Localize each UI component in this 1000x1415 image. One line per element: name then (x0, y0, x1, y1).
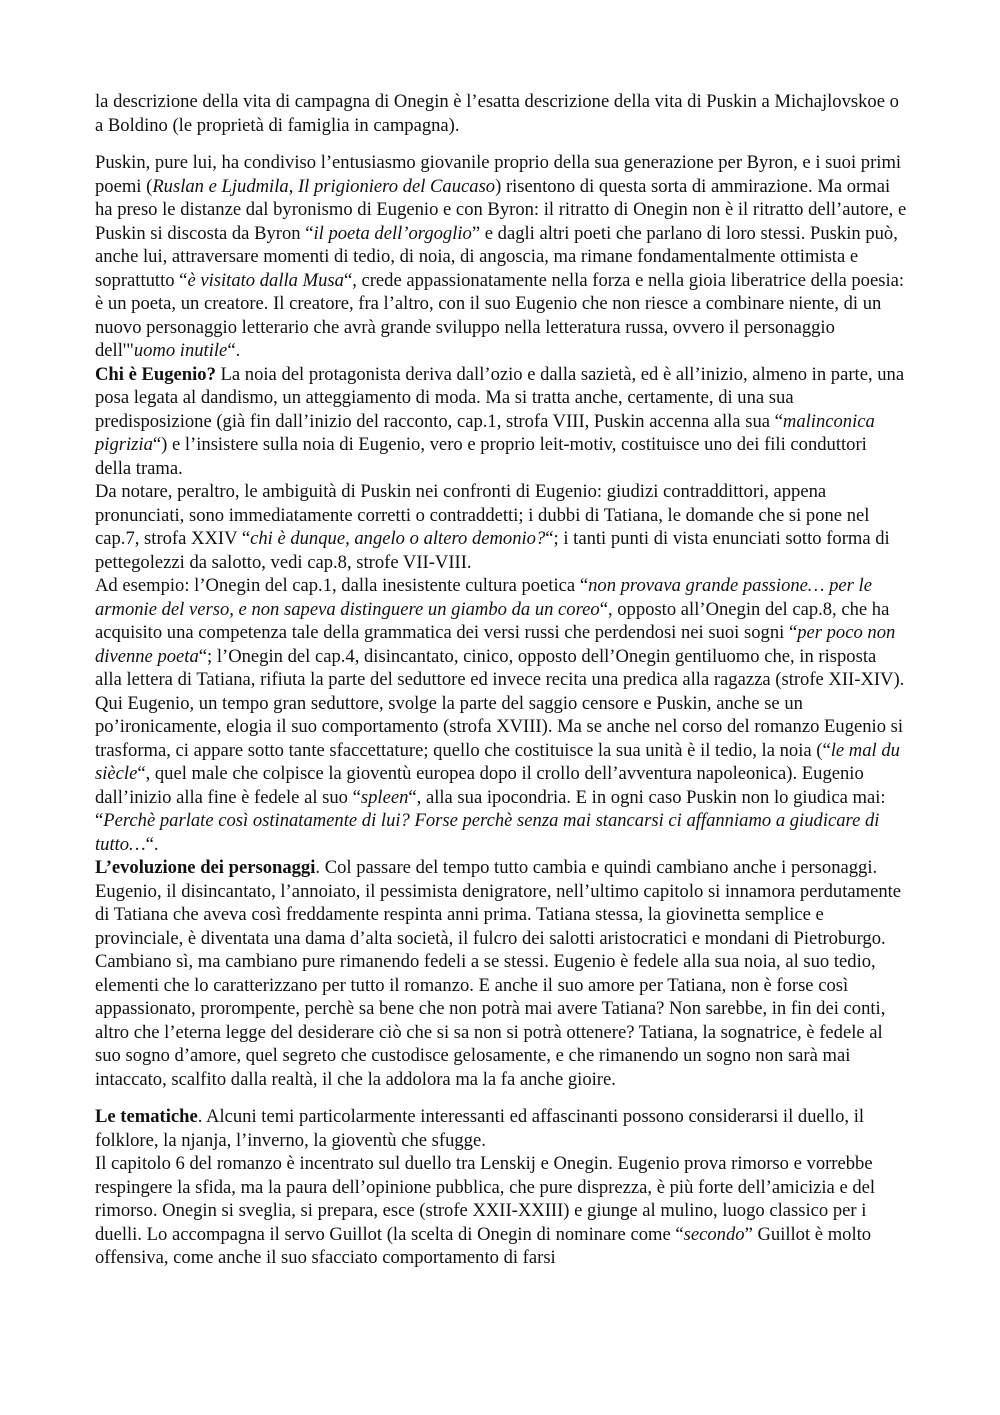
text-run: Il capitolo 6 del romanzo è incentrato sul duello tra Lenskij e Onegin. Eugenio prova rimorso e vorrebbe respingere la sfida, ma la paura dell’opinione pubblica, che pure disprezza, è più forte dell’amicizia e del rimorso. Onegin si sveglia, si prepara, esce (strofe XXII-XXIII) e giunge al mulino, luogo classico per i duelli. Lo accompagna il servo Guillot (la scelta di Onegin di nominare come “ (95, 1153, 876, 1245)
text-run: la descrizione della vita di campagna di Onegin è l’esatta descrizione della vita di Puskin a Michajlovskoe o a Boldino (le proprietà di famiglia in campagna). (95, 91, 899, 136)
italic-text: le mal du siècle (95, 739, 900, 784)
text-run: “; i tanti punti di vista enunciati sotto forma di pettegolezzi da salotto, vedi cap.8, strofe VII-VIII. (95, 528, 890, 573)
text-run: , (288, 175, 298, 197)
paragraph-duello (95, 1152, 907, 1270)
italic-text: chi è dunque, angelo o altero demonio? (250, 528, 546, 549)
paragraph-campagna (95, 90, 907, 137)
italic-text: malinconica pigrizia (95, 410, 875, 455)
text-run: ) risentono di questa sorta di ammirazione. Ma ormai ha preso le distanze dal byronismo di Eugenio e con Byron: il ritratto di Onegin non è il ritratto dell’autore, e Puskin si discosta da Byron “ (95, 175, 907, 244)
italic-text: il poeta dell’orgoglio (313, 222, 472, 244)
text-run: “. (227, 340, 241, 361)
text-run: . Alcuni temi particolarmente interessanti ed affascinanti possono considerarsi il duello, il folklore, la njanja, l’inverno, la gioventù che sfugge. (95, 1106, 865, 1151)
italic-text: uomo inutile (133, 340, 228, 361)
text-run: ” e dagli altri poeti che parlano di loro stessi. Puskin può, anche lui, attraversare momenti di tedio, di noia, di angoscia, ma rimane fondamentalmente ottimista e soprattutto “ (95, 222, 898, 291)
bold-heading: Chi è Eugenio? (95, 363, 216, 385)
text-run: “. (145, 833, 159, 855)
text-run: La noia del protagonista deriva dall’ozio e dalla sazietà, ed è all’inizio, almeno in parte, una posa legata al dandismo, un atteggiamento di moda. Ma si tratta anche, certamente, di una sua predisposizione (già fin dall’inizio del racconto, cap.1, strofa VIII, Puskin accenna alla sua “ (95, 363, 905, 432)
paragraph-byron (95, 151, 907, 363)
italic-text: è visitato dalla Musa (187, 269, 344, 291)
text-run: “; l’Onegin del cap.4, disincantato, cinico, opposto dell’Onegin gentiluomo che, in risposta alla lettera di Tatiana, rifiuta la parte del seduttore ed invece recita una predica alla ragazza (strofe XII-XIV). Qui Eugenio, un tempo gran seduttore, svolge la parte del saggio censore e Puskin, anche se un po’ironicamente, elogia il suo comportamento (strofa XVIII). Ma se anche nel corso del romanzo Eugenio si trasforma, ci appare sotto tante sfaccettature; quello che costituisce la sua unità è il tedio, la noia (“ (95, 645, 905, 761)
paragraph-ambiguita (95, 480, 907, 574)
paragraph-chi-e-eugenio (95, 363, 907, 481)
italic-text: Ruslan e Ljudmila (152, 175, 289, 197)
text-run: ” Guillot è molto offensiva, come anche il suo sfacciato comportamento di farsi (95, 1223, 872, 1268)
bold-heading: L’evoluzione dei personaggi (95, 857, 316, 878)
italic-text: spleen (360, 786, 409, 808)
italic-text: Perchè parlate così ostinatamente di lui? Forse perchè senza mai stancarsi ci affanniamo a giudicare di tutto… (95, 810, 880, 855)
text-run: “, opposto all’Onegin del cap.8, che ha acquisito una competenza tale della grammatica dei versi russi che perdendosi nei suoi sogni “ (95, 598, 890, 643)
text-run: “) e l’insistere sulla noia di Eugenio, vero e proprio leit-motiv, costituisce uno dei fili conduttori della trama. (95, 434, 867, 479)
paragraph-evoluzione (95, 856, 907, 950)
text-run: “, crede appassionatamente nella forza e nella gioia liberatrice della poesia: è un poeta, un creatore. Il creatore, fra l’altro, con il suo Eugenio che non riesce a combinare niente, di un nuovo personaggio letterario che avrà grande sviluppo nella letteratura russa, ovvero il personaggio dell'" (95, 269, 905, 361)
paragraph-tematiche (95, 1105, 907, 1152)
italic-text: Il prigioniero del Caucaso (297, 175, 496, 197)
italic-text: non provava grande passione… per le armonie del verso, e non sapeva distinguere un giambo da un coreo (95, 575, 872, 620)
paragraph-cambiano (95, 950, 907, 1091)
text-run: “, alla sua ipocondria. E in ogni caso Puskin non lo giudica mai: “ (95, 786, 886, 831)
bold-heading: Le tematiche (95, 1106, 198, 1127)
italic-text: per poco non divenne poeta (95, 622, 896, 667)
text-run: Da notare, peraltro, le ambiguità di Puskin nei confronti di Eugenio: giudizi contraddittori, appena pronunciati, sono immediatamente corretti o contraddetti; i dubbi di Tatiana, le domande che si pone nel cap.7, strofa XXIV “ (95, 481, 870, 549)
paragraph-ad-esempio (95, 574, 907, 856)
text-run: Ad esempio: l’Onegin del cap.1, dalla inesistente cultura poetica “ (95, 575, 589, 596)
text-run: Cambiano sì, ma cambiano pure rimanendo fedeli a se stessi. Eugenio è fedele alla sua noia, al suo tedio, elementi che lo caratterizzano per tutto il romanzo. E anche il suo amore per Tatiana, non è forse così appassionato, prorompente, perchè sa bene che non potrà mai avere Tatiana? Non sarebbe, in fin dei conti, altro che l’eterna legge del desiderare ciò che si sa non si potrà ottenere? Tatiana, la sognatrice, è fedele al suo sogno d’amore, quel segreto che custodisce gelosamente, e che rimanendo un sogno non sarà mai intaccato, scalfito dalla realtà, il che la addolora ma la fa anche gioire. (95, 951, 886, 1090)
text-run: “, quel male che colpisce la gioventù europea dopo il crollo dell’avventura napoleonica). Eugenio dall’inizio alla fine è fedele al suo “ (95, 763, 864, 808)
italic-text: secondo (683, 1223, 745, 1245)
text-run: . Col passare del tempo tutto cambia e quindi cambiano anche i personaggi. Eugenio, il disincantato, l’annoiato, il pessimista denigratore, nell’ultimo capitolo si innamora perdutamente di Tatiana che aveva così freddamente respinta anni prima. Tatiana stessa, la giovinetta semplice e provinciale, è diventata una dama d’alta società, il fulcro dei salotti aristocratici e mondani di Pietroburgo. (95, 857, 902, 949)
document-page (95, 90, 907, 1270)
text-run: Puskin, pure lui, ha condiviso l’entusiasmo giovanile proprio della sua generazione per Byron, e i suoi primi poemi ( (95, 152, 902, 197)
